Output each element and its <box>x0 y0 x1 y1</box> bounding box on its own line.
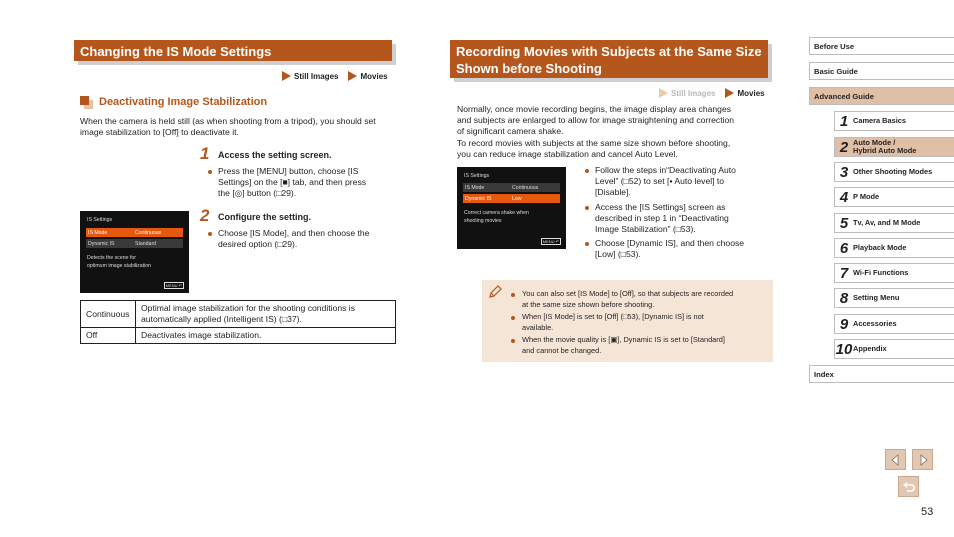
camera-screen: IS Settings IS Mode Continuous Dynamic IS Standard Detects the scene for optimum image stabilization MENU ↶ <box>80 211 189 293</box>
step-title: Access the setting screen. <box>218 150 332 160</box>
intro-text: When the camera is held still (as when shooting from a tripod), you should set image stabilization to [Off] to deactivate it. <box>80 116 376 138</box>
nav-chapter-5[interactable]: 5 Tv, Av, and M Mode <box>834 213 954 233</box>
table-row: Continuous Optimal image stabilization for the shooting conditions is automatically applied (Intelligent IS) (□37). <box>81 301 396 328</box>
list-item: Choose [IS Mode], and then choose the desired option (□29). <box>208 228 398 250</box>
camera-screen: IS Settings IS Mode Continuous Dynamic IS Low Correct camera shake when shooting movies MENU ↶ <box>457 167 566 249</box>
nav-basic-guide[interactable]: Basic Guide <box>809 62 954 80</box>
prev-page-button[interactable] <box>885 449 906 470</box>
step-title: Configure the setting. <box>218 212 311 222</box>
nav-chapter-9[interactable]: 9 Accessories <box>834 314 954 334</box>
nav-index[interactable]: Index <box>809 365 954 383</box>
nav-chapter-3[interactable]: 3 Other Shooting Modes <box>834 162 954 182</box>
note-box <box>482 280 773 362</box>
list-item: When the movie quality is [▣], Dynamic IS is set to [Standard] and cannot be changed. <box>510 335 768 356</box>
section-title-is-mode: Changing the IS Mode Settings <box>74 40 392 61</box>
step1-bullets <box>208 166 398 203</box>
subheading: Deactivating Image Stabilization <box>99 96 268 108</box>
next-page-button[interactable] <box>912 449 933 470</box>
subheading-square-icon <box>80 96 89 105</box>
mode-indicator: Still Images Movies <box>282 71 388 81</box>
step2-bullets <box>208 228 398 253</box>
list-item: When [IS Mode] is set to [Off] (□53), [Dynamic IS] is not available. <box>510 312 768 333</box>
mode-arrow-icon <box>348 71 357 81</box>
list-item: Choose [Dynamic IS], and then choose [Low] (□53). <box>585 238 775 260</box>
return-icon <box>902 481 916 493</box>
list-item: You can also set [IS Mode] to [Off], so that subjects are recorded at the same size shown before shooting. <box>510 289 768 310</box>
nav-chapter-6[interactable]: 6 Playback Mode <box>834 238 954 258</box>
nav-advanced-guide[interactable]: Advanced Guide <box>809 87 954 105</box>
menu-badge: MENU ↶ <box>542 239 559 244</box>
nav-chapter-2[interactable]: 2 Auto Mode / Hybrid Auto Mode <box>834 137 954 157</box>
is-mode-table <box>80 300 396 344</box>
screen-row-is-mode: IS Mode Continuous <box>86 228 183 237</box>
note-list <box>510 289 768 358</box>
mode-arrow-icon <box>659 88 668 98</box>
nav-chapter-10[interactable]: 10 Appendix <box>834 339 954 359</box>
nav-chapter-7[interactable]: 7 Wi-Fi Functions <box>834 263 954 283</box>
nav-before-use[interactable]: Before Use <box>809 37 954 55</box>
pencil-icon <box>487 284 503 300</box>
mode-arrow-icon <box>725 88 734 98</box>
section-title-movies: Recording Movies with Subjects at the Same Size Shown before Shooting <box>450 40 768 78</box>
screen-row-dynamic-is: Dynamic IS Low <box>463 194 560 203</box>
screen-row-is-mode: IS Mode Continuous <box>463 183 560 192</box>
movie-intro: Normally, once movie recording begins, the image display area changes and subjects are enlarged to allow for image straightening and correction of significant camera shake. To record movies with subjects at the same size shown before shooting, you can reduce image stabilization and cancel Auto Level. <box>457 104 735 159</box>
mode-indicator: Still Images Movies <box>659 88 765 98</box>
arrow-right-icon <box>917 454 929 466</box>
mode-arrow-icon <box>282 71 291 81</box>
step-number: 2 <box>200 206 210 225</box>
movie-steps <box>585 165 775 264</box>
arrow-left-icon <box>890 454 902 466</box>
page-number: 53 <box>921 506 934 518</box>
nav-chapter-4[interactable]: 4 P Mode <box>834 187 954 207</box>
list-item: Press the [MENU] button, choose [IS Settings] on the [■] tab, and then press the [◎] button (□29). <box>208 166 398 200</box>
screen-row-dynamic-is: Dynamic IS Standard <box>86 239 183 248</box>
nav-chapter-1[interactable]: 1 Camera Basics <box>834 111 954 131</box>
list-item: Follow the steps in“Deactivating Auto Level” (□52) to set [▪ Auto level] to [Disable]. <box>585 165 775 199</box>
return-button[interactable] <box>898 476 919 497</box>
table-row: Off Deactivates image stabilization. <box>81 328 396 344</box>
nav-chapter-8[interactable]: 8 Setting Menu <box>834 288 954 308</box>
step-number: 1 <box>200 144 210 163</box>
list-item: Access the [IS Settings] screen as described in step 1 in “Deactivating Image Stabilization” (□53). <box>585 202 775 236</box>
menu-badge: MENU ↶ <box>165 283 182 288</box>
